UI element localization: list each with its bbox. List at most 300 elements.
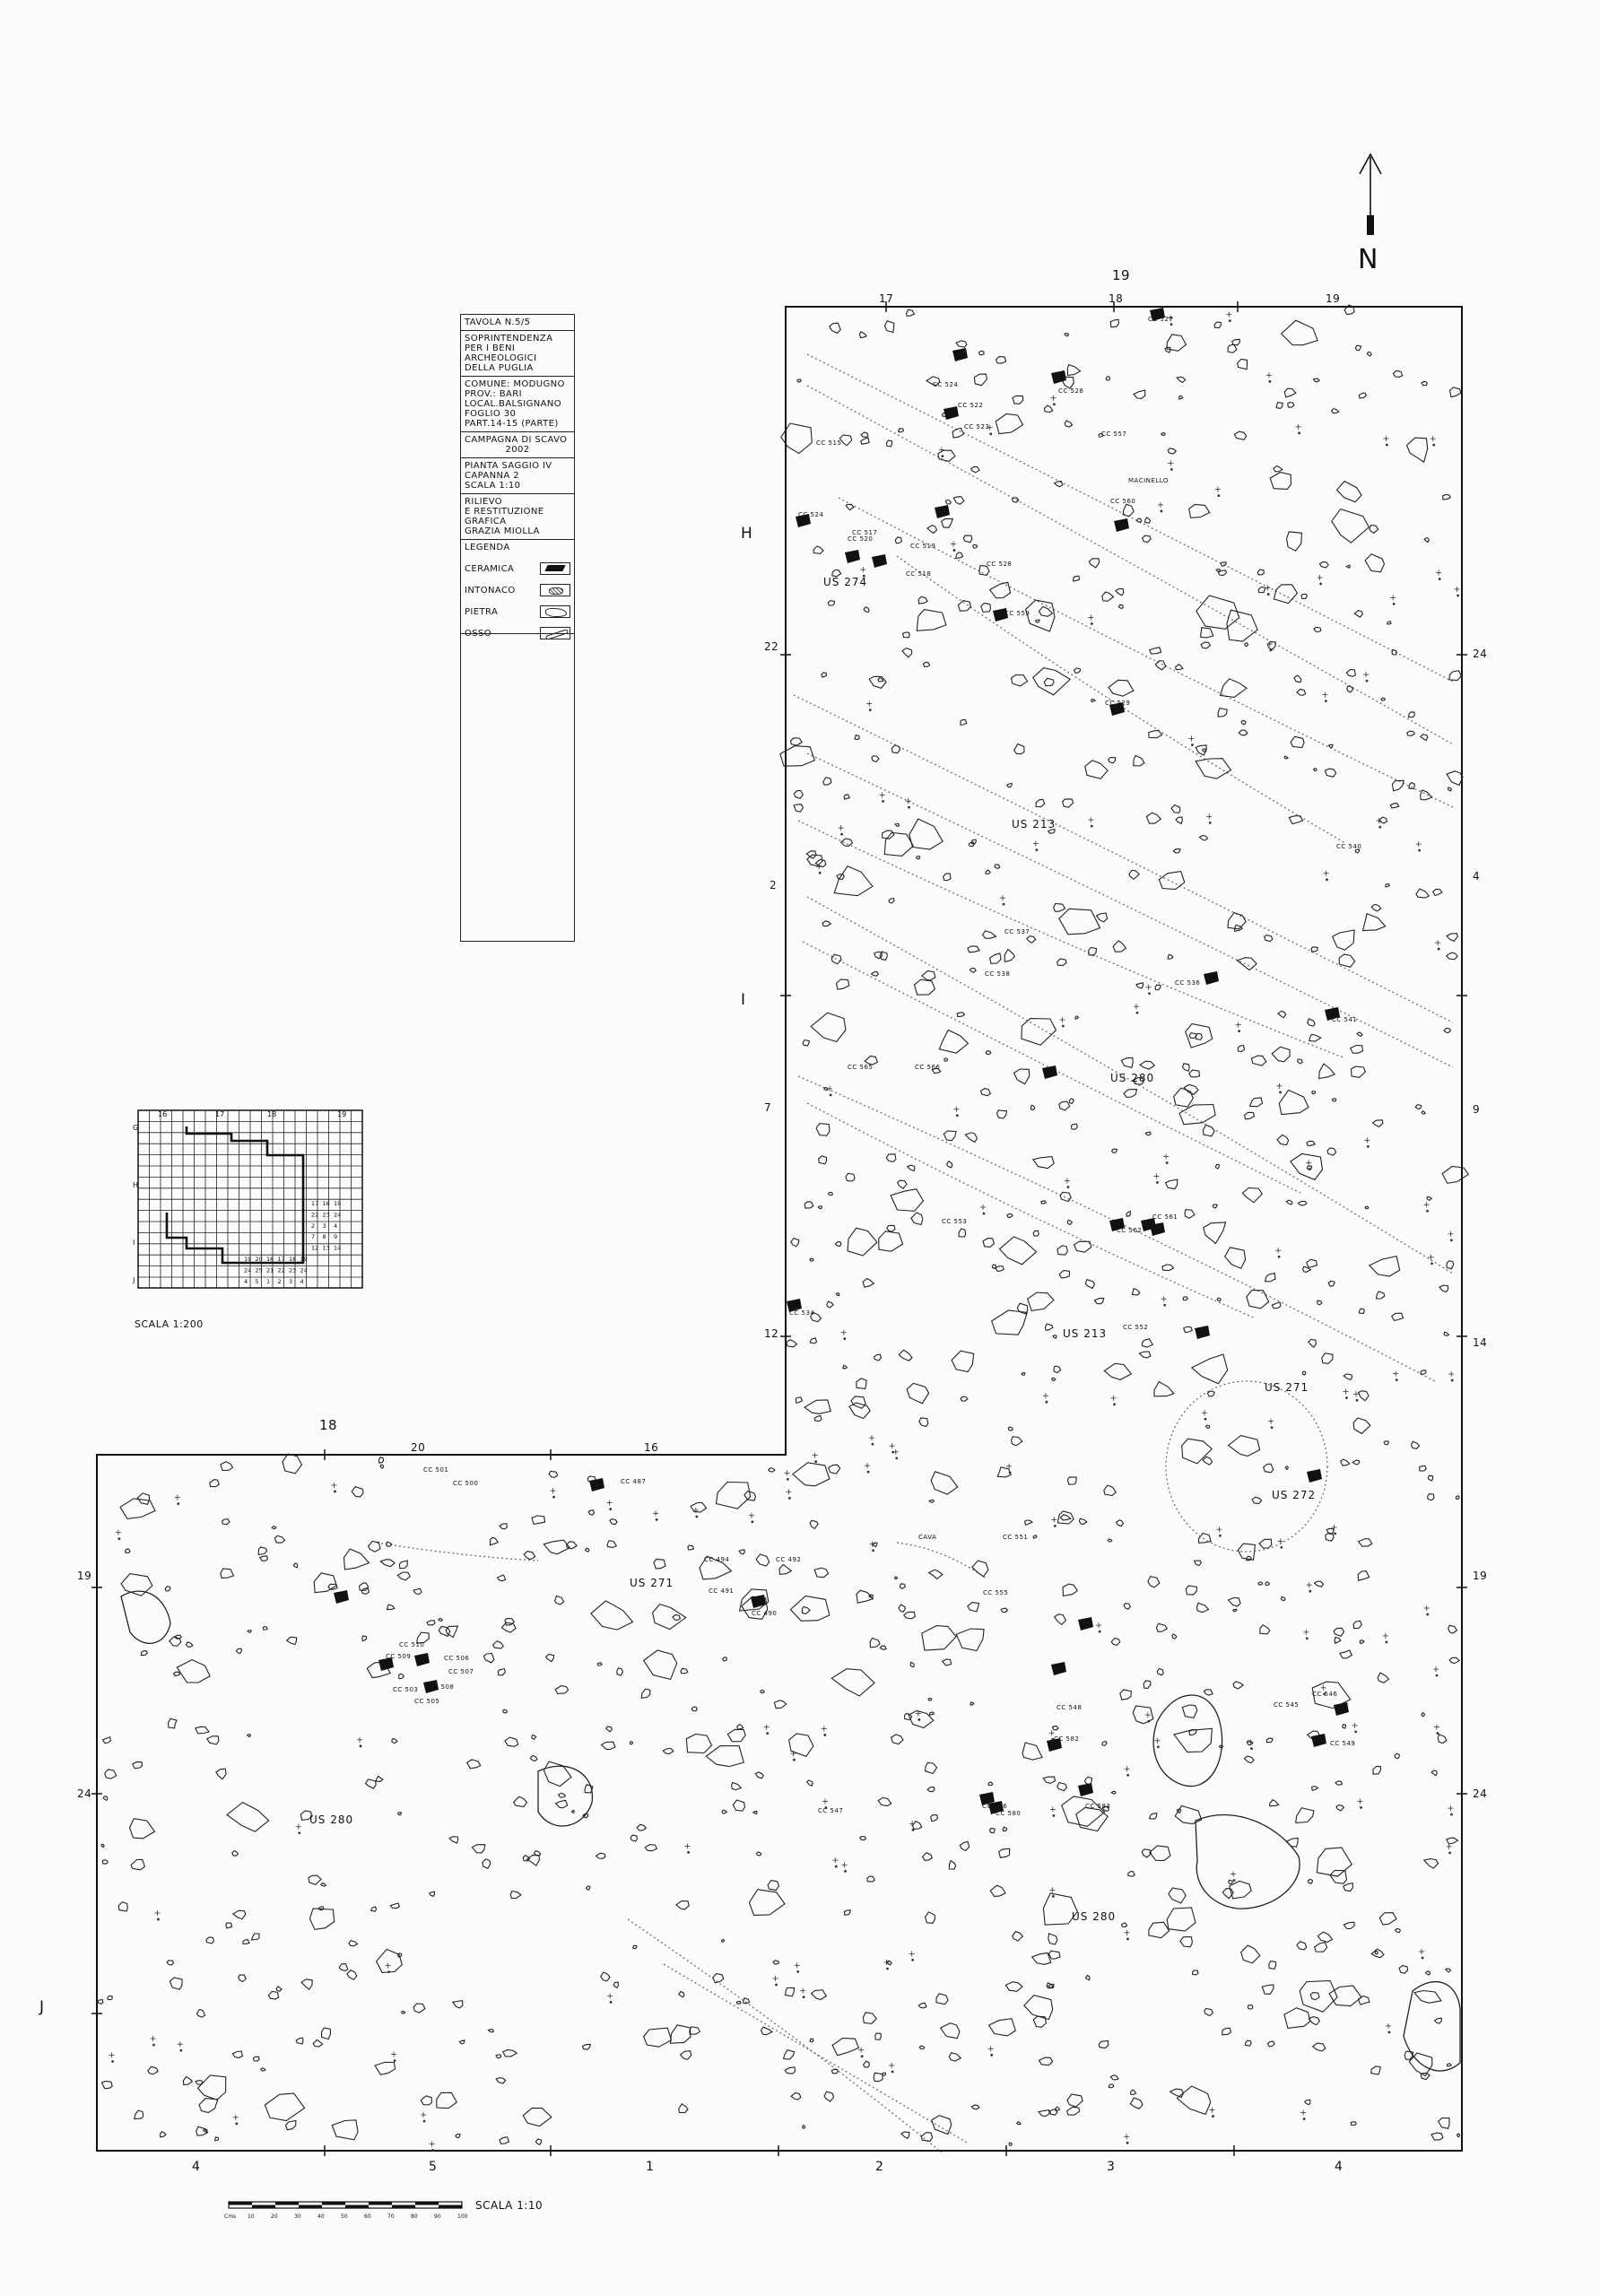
elevation-point [157, 1918, 160, 1921]
stone [1162, 1265, 1174, 1271]
stone [1330, 1870, 1347, 1883]
elevation-point [1326, 878, 1328, 881]
stone [1182, 1439, 1213, 1464]
stone [1276, 403, 1283, 409]
ceramic-sherd [1078, 1783, 1093, 1796]
elevation-point [235, 2122, 238, 2125]
find-label: CC 528 [987, 561, 1013, 568]
ceramic-sherd [1051, 1662, 1066, 1675]
key-plan-col-label: 19 [337, 1110, 347, 1118]
find-label: MACINELLO [1128, 477, 1169, 484]
grid-row-number: 24 [77, 1787, 92, 1800]
stone [1339, 954, 1355, 967]
elevation-point [687, 1851, 690, 1854]
stone [1097, 913, 1108, 922]
stone [899, 429, 904, 432]
stone [1075, 1016, 1078, 1019]
elevation-point [1298, 431, 1300, 434]
stone [206, 1937, 213, 1944]
stone [910, 1662, 914, 1666]
stone [736, 2001, 741, 2004]
stone [863, 2013, 876, 2023]
elevation-point [1303, 2118, 1306, 2120]
scale-tick-label: 30 [294, 2213, 301, 2220]
stone [1438, 1735, 1447, 1744]
stone [523, 1856, 530, 1861]
stone [863, 1279, 874, 1288]
elevation-point [1325, 700, 1327, 702]
stone [131, 1859, 144, 1869]
elevation-point [1269, 649, 1272, 652]
stone [1182, 1705, 1196, 1718]
grid-col-label: 5 [429, 2160, 438, 2174]
elevation-point [1448, 1851, 1451, 1854]
stone [1222, 2028, 1231, 2035]
ceramica-symbol-icon [540, 562, 570, 575]
stone [232, 1851, 239, 1856]
elevation-point [1091, 825, 1093, 828]
legend-title: LEGENDA [465, 543, 510, 552]
elevation-point [766, 1732, 769, 1735]
stone [1313, 2043, 1326, 2051]
stone [943, 874, 951, 881]
stone [908, 1165, 915, 1170]
grid-row-number: 22 [764, 640, 779, 653]
stone [1173, 849, 1180, 853]
scale-segment [415, 2202, 439, 2205]
stone [1055, 1614, 1066, 1625]
stone [1448, 1625, 1457, 1633]
elevation-point [1126, 1774, 1129, 1777]
stone [572, 1811, 575, 1813]
trench-line [377, 1543, 538, 1561]
stone [918, 2003, 926, 2008]
elevation-point [908, 806, 910, 809]
ceramic-sherd [943, 406, 959, 420]
stone [130, 1819, 155, 1839]
stone [546, 1655, 554, 1662]
title-block [460, 314, 575, 942]
stone [981, 603, 991, 612]
stone [1424, 538, 1429, 543]
stone [1196, 759, 1230, 779]
stone [1325, 769, 1335, 777]
elevation-point [298, 1831, 300, 1834]
elevation-point [1378, 826, 1381, 829]
stone [1014, 744, 1024, 754]
find-label: CC 508 [429, 1683, 455, 1691]
stone [1233, 1609, 1237, 1611]
stone [1196, 596, 1239, 629]
find-label: CC 492 [776, 1556, 802, 1563]
stone [161, 2132, 166, 2137]
us-label: US 280 [1072, 1910, 1117, 1923]
stone [1203, 1457, 1213, 1465]
find-label: CC 528 [1058, 387, 1084, 395]
elevation-point [387, 1970, 390, 1973]
stone [818, 1206, 822, 1209]
elevation-point [1386, 1640, 1388, 1643]
trench-line [664, 1964, 969, 2144]
stone [1214, 322, 1221, 327]
stone [1074, 576, 1080, 581]
stone [1354, 611, 1362, 618]
stone [313, 2039, 323, 2047]
stone [1180, 1937, 1193, 1947]
stone [597, 1663, 602, 1665]
stone [941, 2023, 960, 2039]
stone [803, 2126, 805, 2128]
stone [990, 1885, 1005, 1896]
stone [1234, 431, 1246, 439]
stone [1448, 787, 1452, 791]
stone [774, 1700, 786, 1709]
stone [1357, 1032, 1362, 1037]
key-plan-cell-label: 18 [322, 1200, 330, 1207]
legend-cell [461, 540, 574, 647]
elevation-point [891, 2071, 894, 2074]
elevation-point [1053, 403, 1056, 405]
stone [322, 2028, 331, 2039]
stone [919, 2046, 925, 2049]
stone [1057, 1783, 1067, 1791]
find-label: CC 519 [910, 543, 936, 550]
stone [1183, 1064, 1190, 1072]
stone [653, 1605, 686, 1630]
stone [1225, 1248, 1246, 1268]
elevation-point [912, 1829, 915, 1831]
stone [851, 1396, 865, 1408]
stone [1036, 799, 1045, 806]
stone [361, 1588, 369, 1594]
stone [1262, 1985, 1274, 1994]
elevation-point [953, 549, 956, 552]
stone [956, 1629, 984, 1651]
ceramic-sherd [1307, 1469, 1322, 1483]
stone [258, 1547, 267, 1555]
stone [1370, 1257, 1400, 1276]
stone [803, 1040, 809, 1046]
elevation-point [609, 1508, 612, 1510]
stone [437, 2092, 457, 2108]
campagna-line: CAMPAGNA DI SCAVO [465, 435, 568, 445]
stone [1031, 1105, 1035, 1109]
scale-segment [322, 2202, 345, 2205]
rilievo-line: RILIEVO [465, 497, 503, 507]
stone [988, 1782, 993, 1786]
trench-line [807, 1103, 1256, 1318]
stone [398, 1813, 402, 1815]
stone [1449, 671, 1461, 681]
key-plan-cell-label: 18 [289, 1256, 297, 1263]
stone [1150, 648, 1161, 654]
elevation-point [1451, 1379, 1454, 1382]
stone [1421, 735, 1428, 741]
stone [834, 866, 873, 896]
stone [321, 1883, 326, 1886]
stone [1377, 1292, 1385, 1299]
stone [1358, 1996, 1370, 2005]
stone [1265, 935, 1273, 942]
stone [938, 450, 955, 461]
elevation-point [1191, 744, 1194, 746]
stone [1067, 1220, 1072, 1224]
stone [779, 1564, 791, 1574]
location-line: COMUNE: MODUGNO [465, 379, 565, 389]
stone [108, 1996, 112, 2000]
stone [1155, 985, 1161, 990]
stone [344, 1549, 370, 1570]
stone [1286, 1200, 1292, 1205]
elevation-point [1432, 444, 1435, 447]
elevation-point [843, 1337, 846, 1340]
find-label: CC 536 [1175, 979, 1201, 987]
stone [1287, 532, 1302, 551]
stone [1117, 1520, 1124, 1526]
key-plan-cell-label: 24 [334, 1211, 342, 1219]
stone [170, 1978, 182, 1989]
find-label: CC 557 [1101, 430, 1127, 438]
stone [103, 1737, 111, 1744]
elevation-point [1052, 1814, 1055, 1817]
stone [891, 1735, 904, 1744]
find-label: CC 515 [816, 439, 842, 447]
key-plan-grid [133, 1105, 368, 1293]
elevation-point [796, 1970, 799, 1973]
elevation-point [1126, 2142, 1129, 2144]
ente-line: PER I BENI [465, 344, 516, 353]
stone [1314, 769, 1317, 771]
trench-line [807, 897, 1453, 1274]
stone [498, 1669, 505, 1675]
elevation-point [1430, 1262, 1433, 1265]
stone [1270, 473, 1291, 490]
elevation-point [1170, 468, 1173, 471]
elevation-point [1319, 583, 1322, 586]
stone [861, 432, 868, 438]
stone [814, 1568, 828, 1578]
grid-row-letter: I [741, 991, 746, 1009]
stone [248, 1735, 251, 1737]
stone [1094, 1299, 1103, 1304]
stone [1337, 482, 1361, 502]
stone [1229, 1436, 1260, 1457]
stone [796, 1397, 802, 1403]
stone [456, 2134, 460, 2137]
stone [923, 1853, 933, 1861]
stone [1266, 1738, 1273, 1743]
stone [1447, 934, 1457, 942]
stone [971, 2105, 979, 2109]
stone [1428, 1475, 1432, 1481]
stone [1104, 1485, 1116, 1496]
grid-col-label: 2 [875, 2160, 884, 2174]
stone [810, 1258, 813, 1261]
key-plan [133, 1105, 368, 1293]
elevation-point [1306, 1637, 1309, 1639]
find-label: CC 510 [399, 1641, 425, 1648]
north-label: N [1358, 244, 1378, 275]
elevation-point [1209, 822, 1212, 824]
stone [1288, 403, 1294, 408]
stone [413, 2004, 425, 2013]
stone [377, 1949, 403, 1972]
key-plan-cell-label: 22 [311, 1211, 319, 1219]
scale-segment [439, 2205, 462, 2209]
stone [1274, 585, 1298, 604]
stone [1039, 2110, 1049, 2117]
stone [970, 1702, 974, 1705]
stone [1028, 1292, 1054, 1310]
stone [823, 778, 831, 785]
find-label: CC 541 [1332, 1016, 1358, 1023]
stone [1343, 1883, 1353, 1892]
stone [949, 1861, 955, 1870]
large-slab [1153, 1695, 1222, 1787]
stone [1284, 388, 1296, 397]
stone [222, 1519, 230, 1525]
stone [1320, 562, 1329, 568]
pianta-line: PIANTA SAGGIO IV [465, 461, 552, 471]
stone [105, 1770, 117, 1779]
stone [879, 1231, 903, 1251]
stone [989, 2019, 1016, 2036]
ceramic-sherd [872, 554, 887, 568]
stone [1044, 678, 1054, 686]
stone [1186, 1586, 1196, 1595]
stone [943, 1131, 956, 1141]
elevation-point [882, 800, 884, 803]
stone [1289, 816, 1302, 824]
stone [283, 1454, 301, 1474]
stone [1298, 1201, 1307, 1205]
grid-col-label: 4 [192, 2160, 201, 2174]
elevation-point [1354, 1730, 1357, 1733]
elevation-point [1035, 848, 1038, 851]
scale-tick-label: 50 [341, 2213, 348, 2220]
stone [207, 1736, 219, 1744]
stone [1155, 661, 1165, 670]
stone [1000, 1237, 1037, 1265]
stone [496, 2078, 505, 2083]
stone [328, 1584, 337, 1589]
stone [1111, 1639, 1120, 1646]
stone [895, 1577, 898, 1578]
key-plan-cell-label: 3 [322, 1222, 326, 1230]
stone [690, 2027, 700, 2034]
stone [1309, 1034, 1321, 1041]
ente-line: ARCHEOLOGICI [465, 353, 537, 363]
stone [427, 1621, 435, 1625]
stone [686, 1735, 711, 1753]
elevation-point [1356, 1399, 1359, 1402]
stone [1142, 1339, 1152, 1347]
find-label: CC 491 [709, 1587, 735, 1595]
elevation-point [1360, 1806, 1362, 1809]
stone [1284, 2008, 1310, 2029]
stone [362, 1636, 367, 1640]
key-plan-col-label: 16 [158, 1110, 168, 1118]
stone [790, 1596, 830, 1622]
stone [1312, 1091, 1316, 1094]
stone [1360, 1640, 1364, 1644]
elevation-point [1157, 1745, 1160, 1748]
stone [936, 1994, 948, 2005]
stone [1305, 2100, 1310, 2104]
stone [1317, 1932, 1332, 1942]
stone [1228, 913, 1246, 929]
stone [932, 2116, 952, 2135]
stone [1143, 535, 1152, 543]
elevation-point [872, 1443, 874, 1446]
stone [929, 1712, 934, 1715]
stone [1001, 1608, 1007, 1612]
stone [830, 323, 840, 333]
stone [1384, 1441, 1388, 1445]
elevation-point [334, 1491, 336, 1493]
stone [1257, 570, 1264, 575]
stone [1012, 1437, 1022, 1446]
scale-tick-label: 20 [271, 2213, 278, 2220]
elevation-point [942, 455, 944, 457]
stone [1204, 1222, 1226, 1244]
grid-row-number: 12 [764, 1327, 779, 1340]
stone [1148, 1577, 1160, 1587]
stone [1447, 2064, 1451, 2066]
stone [1336, 1805, 1343, 1811]
stone [829, 1192, 833, 1196]
stone [1140, 1061, 1154, 1069]
key-plan-cell-label: 1 [266, 1277, 271, 1285]
grid-row-number: 19 [1473, 1570, 1488, 1582]
stone [1241, 1945, 1260, 1963]
stone [957, 1013, 964, 1016]
stone [814, 1416, 822, 1422]
stone [1036, 620, 1040, 622]
stone [1109, 680, 1134, 696]
stone [453, 2001, 463, 2008]
ceramic-sherd [1042, 1065, 1057, 1079]
stone [907, 309, 915, 316]
stone [1177, 377, 1185, 382]
stone [1456, 1496, 1459, 1499]
stone [864, 607, 869, 613]
find-label: CC 547 [818, 1807, 844, 1814]
ente-line: DELLA PUGLIA [465, 363, 534, 373]
stone [791, 1239, 799, 1247]
elevation-point [1278, 1256, 1281, 1258]
stone [844, 795, 849, 799]
stone [1327, 1148, 1335, 1155]
find-label: CC 523 [964, 423, 990, 430]
stone [1192, 1354, 1228, 1384]
stone [755, 1772, 763, 1779]
stone [1308, 1019, 1315, 1026]
find-label: CC 506 [444, 1655, 470, 1662]
stone [524, 1552, 535, 1560]
stone [1415, 1105, 1422, 1109]
stone [679, 2104, 688, 2113]
stone [1416, 889, 1429, 898]
find-label: CC 501 [423, 1466, 449, 1474]
stone [886, 440, 891, 447]
elevation-point [1367, 1145, 1370, 1148]
legend-row-ceramica [465, 558, 570, 579]
stone [1346, 670, 1355, 677]
scale-segment [299, 2205, 322, 2209]
stone [816, 1124, 830, 1136]
stone [137, 1493, 149, 1504]
